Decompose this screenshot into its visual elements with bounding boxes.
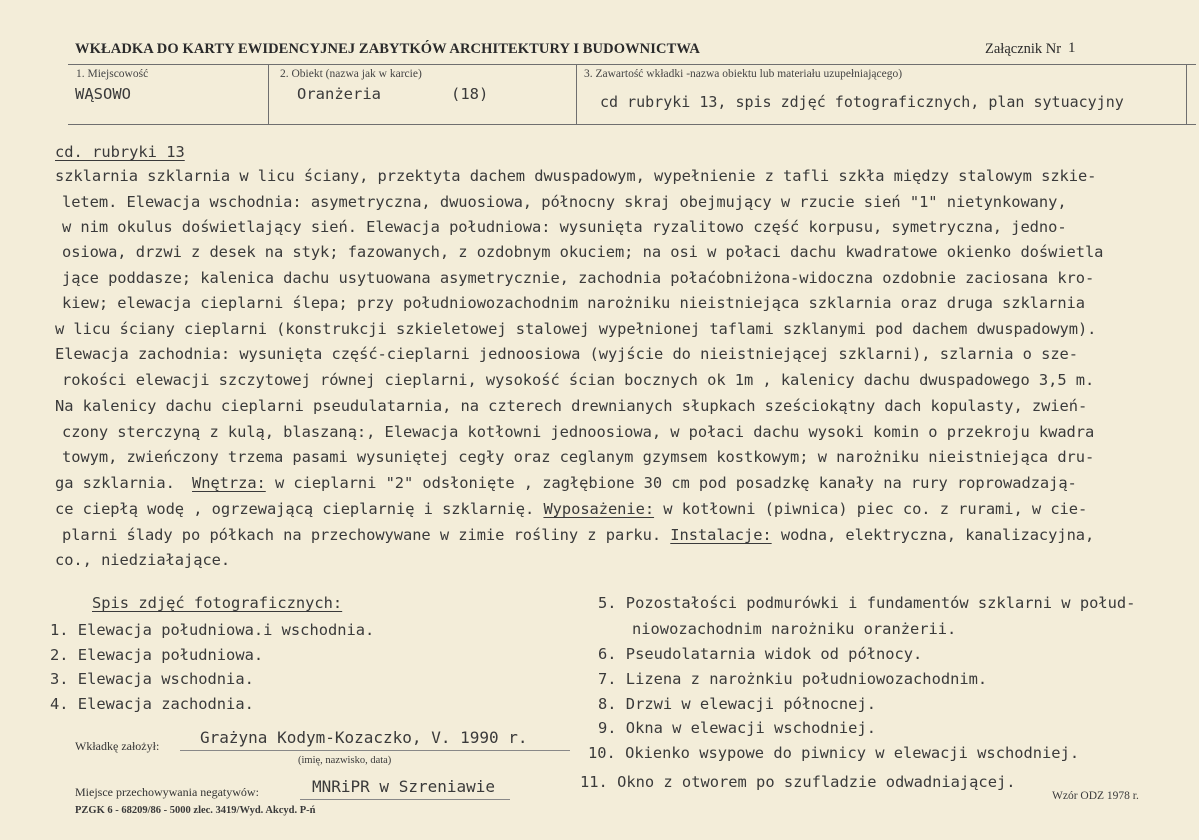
installations-heading: Instalacje: bbox=[670, 526, 772, 544]
field-3-value: cd rubryki 13, spis zdjęć fotograficznych, plan sytuacyjny bbox=[600, 93, 1124, 111]
field-divider-2 bbox=[576, 64, 577, 125]
body-line-14-text: ce ciepłą wodę , ogrzewającą cieplarnię i szklarnię. bbox=[55, 500, 535, 518]
interior-heading: Wnętrza: bbox=[192, 474, 266, 492]
body-line-15-text: plarni ślady po półkach na przechowywane w zimie rośliny z parku. bbox=[62, 526, 662, 544]
body-line-2: letem. Elewacja wschodnia: asymetryczna, dwuosiowa, północny skraj obejmujący w rzucie sień "1" nietynkowany, bbox=[62, 193, 1067, 211]
photo-item-6: 6. Pseudolatarnia widok od północy. bbox=[598, 645, 923, 663]
photo-item-8: 8. Drzwi w elewacji północnej. bbox=[598, 695, 876, 713]
field-1-label: 1. Miejscowość bbox=[76, 68, 149, 80]
storage-label: Miejsce przechowywania negatywów: bbox=[75, 785, 259, 799]
body-line-14 bbox=[55, 500, 1087, 518]
photo-item-3: 3. Elewacja wschodnia. bbox=[50, 670, 254, 688]
equipment-heading: Wyposażenie: bbox=[543, 500, 655, 518]
photo-item-7: 7. Lizena z narożnkiu południowozachodnim. bbox=[598, 670, 988, 688]
equipment-text: w kotłowni (piwnica) piec co. z rurami, w cie- bbox=[654, 500, 1088, 518]
body-line-13 bbox=[55, 474, 1077, 492]
interior-text: w cieplarni "2" odsłonięte , zagłębione 30 cm pod posadzkę kanały na rury roprowadzają- bbox=[265, 474, 1077, 492]
body-line-12: towym, zwieńczony trzema pasami wysuniętej cegły oraz ceglanym gzymsem kostkowym; w narożniku nieistniejąca dru- bbox=[62, 448, 1095, 466]
attachment-label: Załącznik Nr bbox=[985, 41, 1062, 57]
founder-rule bbox=[180, 750, 570, 751]
document-title: WKŁADKA DO KARTY EWIDENCYJNEJ ZABYTKÓW ARCHITEKTURY I BUDOWNICTWA bbox=[75, 41, 700, 57]
form-info: Wzór ODZ 1978 r. bbox=[1052, 790, 1139, 802]
field-3-label: 3. Zawartość wkładki -nazwa obiektu lub materiału uzupełniającego) bbox=[584, 68, 903, 80]
photo-item-10: 10. Okienko wsypowe do piwnicy w elewacji wschodniej. bbox=[588, 744, 1080, 762]
body-line-8: Elewacja zachodnia: wysunięta część-cieplarni jednoosiowa (wyjście do nieistniejącej szklarni), szlarnia o sze- bbox=[55, 345, 1078, 363]
installations-text: wodna, elektryczna, kanalizacyjna, bbox=[771, 526, 1095, 544]
body-line-4: osiowa, drzwi z desek na styk; fazowanych, z ozdobnym okuciem; na osi w połaci dachu kwadratowe okienko doświetla bbox=[62, 243, 1104, 261]
field-2-label: 2. Obiekt (nazwa jak w karcie) bbox=[280, 68, 422, 80]
photo-item-2: 2. Elewacja południowa. bbox=[50, 646, 264, 664]
photo-item-5: 5. Pozostałości podmurówki i fundamentów szklarni w połud- bbox=[598, 594, 1136, 612]
field-divider-3 bbox=[1186, 64, 1187, 125]
photo-item-1: 1. Elewacja południowa.i wschodnia. bbox=[50, 621, 375, 639]
attachment-number: 1 bbox=[1068, 40, 1076, 56]
body-line-9: rokości elewacji szczytowej równej cieplarni, wysokość ścian bocznych ok 1m , kalenicy dachu dwuspadowego 3,5 m. bbox=[62, 371, 1095, 389]
form-top-rule bbox=[68, 64, 1196, 65]
body-line-16: co., niedziałające. bbox=[55, 551, 231, 569]
photo-item-4: 4. Elewacja zachodnia. bbox=[50, 695, 254, 713]
photo-item-11: 11. Okno z otworem po szufladzie odwadniającej. bbox=[580, 773, 1016, 791]
storage-rule bbox=[300, 799, 510, 800]
photos-heading: Spis zdjęć fotograficznych: bbox=[92, 594, 343, 612]
body-line-15 bbox=[62, 526, 1094, 544]
print-info: PZGK 6 - 68209/86 - 5000 zlec. 3419/Wyd. Akcyd. P-ń bbox=[75, 805, 316, 816]
field-divider-1 bbox=[268, 64, 269, 125]
field-2-number: (18) bbox=[451, 85, 489, 103]
body-line-6: kiew; elewacja cieplarni ślepa; przy południowozachodnim narożniku nieistniejąca szklarnia oraz druga szklarnia bbox=[62, 294, 1085, 312]
field-2-value: Oranżeria bbox=[297, 85, 381, 103]
photo-item-5-cont: niowozachodnim narożniku oranżerii. bbox=[632, 620, 957, 638]
photo-item-9: 9. Okna w elewacji wschodniej. bbox=[598, 719, 876, 737]
body-line-3: w nim okulus doświetlający sień. Elewacja południowa: wysunięta ryzalitowo część korpusu, symetryczna, jedno- bbox=[62, 218, 1067, 236]
body-line-1: szklarnia szklarnia w licu ściany, przektyta dachem dwuspadowym, wypełnienie z tafli szkła między stalowym szkie- bbox=[55, 167, 1097, 185]
founder-hint: (imię, nazwisko, data) bbox=[298, 755, 392, 766]
storage-value: MNRiPR w Szreniawie bbox=[312, 777, 496, 796]
body-line-5: jące poddasze; kalenica dachu usytuowana asymetrycznie, zachodnia połaćobniżona-widoczna ozdobnie zaciosana kro- bbox=[62, 269, 1095, 287]
body-line-13-text: ga szklarnia. bbox=[55, 474, 175, 492]
body-line-10: Na kalenicy dachu cieplarni pseudulatarnia, na czterech drewnianych słupkach sześciokątny dach kopulasty, zwień- bbox=[55, 397, 1088, 415]
field-1-value: WĄSOWO bbox=[75, 85, 131, 103]
body-line-7: w licu ściany cieplarni (konstrukcji szkieletowej stalowej wypełnionej taflami szklanymi pod dachem dwuspadowym). bbox=[55, 320, 1097, 338]
founder-value: Grażyna Kodym-Kozaczko, V. 1990 r. bbox=[200, 728, 528, 747]
founder-label: Wkładkę założył: bbox=[75, 739, 160, 753]
section-heading: cd. rubryki 13 bbox=[55, 143, 185, 161]
form-bottom-rule bbox=[68, 124, 1196, 125]
body-line-11: czony sterczyną z kulą, blaszaną:, Elewacja kotłowni jednoosiowa, w połaci dachu wysoki komin o przekroju kwadra bbox=[62, 423, 1095, 441]
